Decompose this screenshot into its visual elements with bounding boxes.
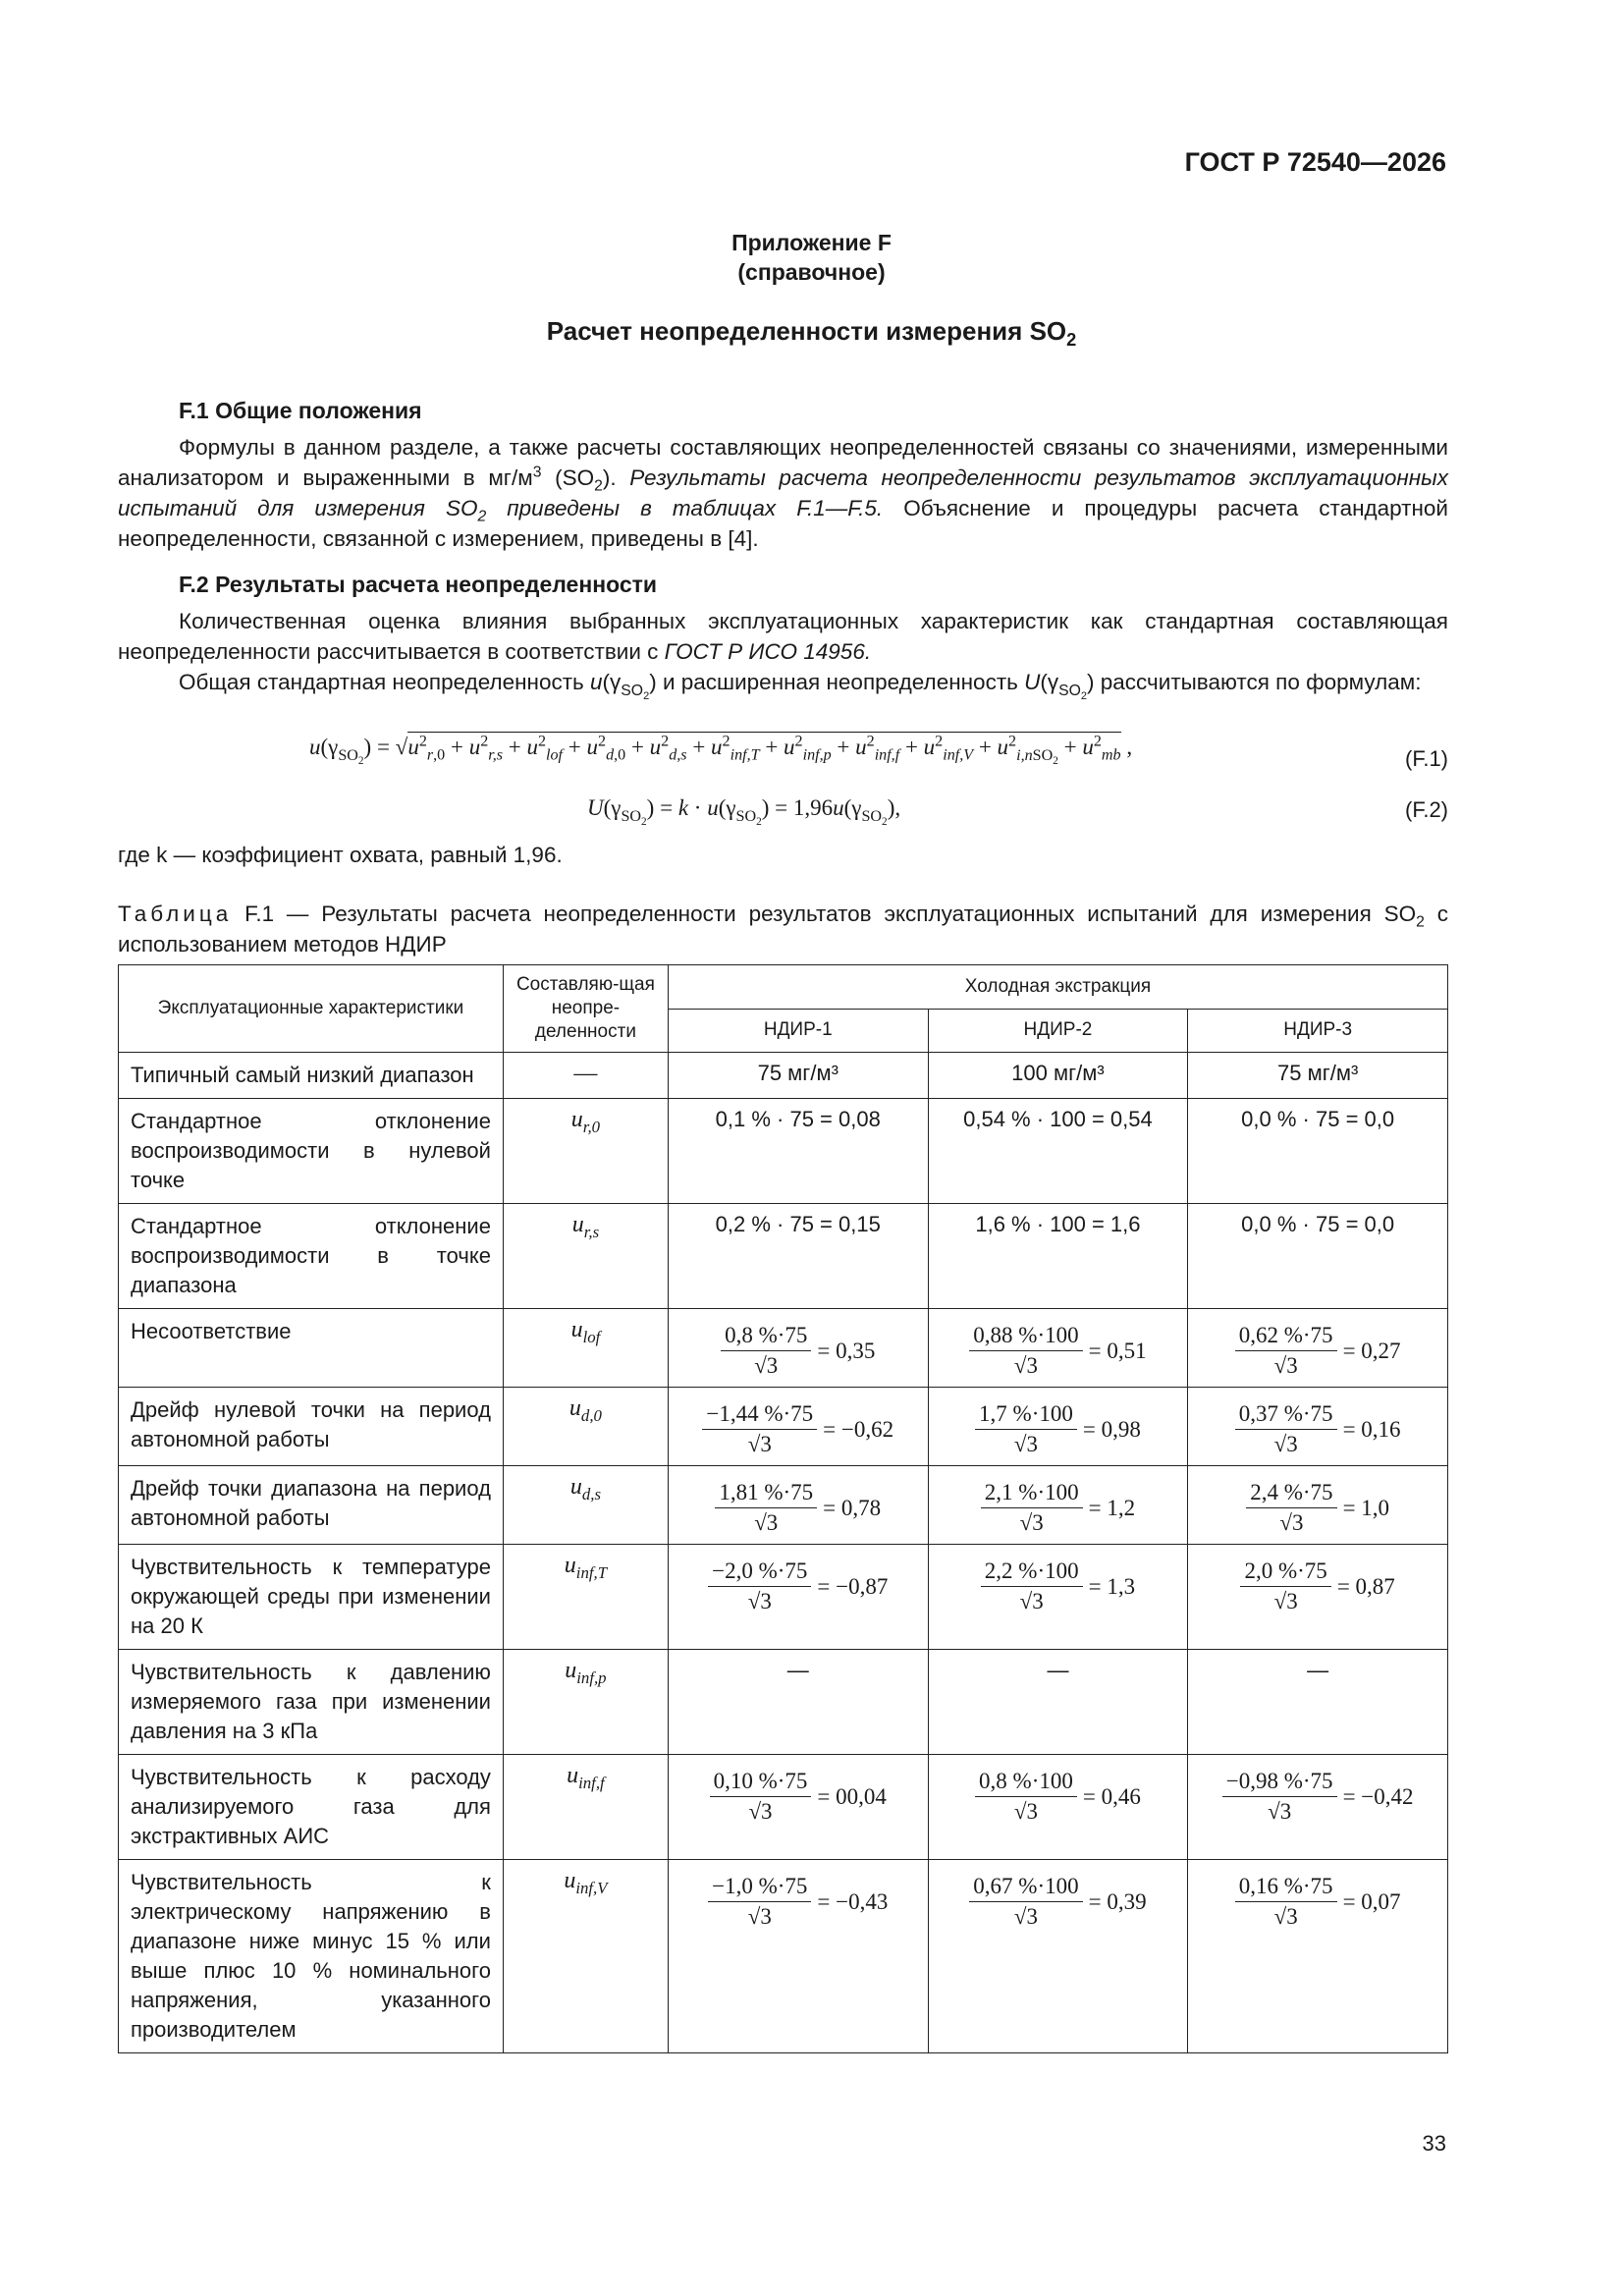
ndir-2-value-cell: 1,6 % · 100 = 1,6 <box>928 1204 1188 1309</box>
ndir-3-value-cell: 75 мг/м³ <box>1188 1053 1448 1099</box>
fraction-result: = 0,51 <box>1088 1338 1147 1363</box>
fraction-numerator: 2,4 %·75 <box>1246 1480 1336 1508</box>
header-cold-extraction: Холодная экстракция <box>668 965 1447 1010</box>
fraction-expression <box>721 1323 875 1379</box>
fraction-numerator: 0,88 %·100 <box>969 1323 1082 1351</box>
ndir-2-value-cell <box>928 1860 1188 2053</box>
fraction-denominator: √3 <box>1273 1432 1298 1456</box>
fraction-expression <box>708 1874 888 1930</box>
fraction-numerator: 1,7 %·100 <box>975 1401 1077 1430</box>
fraction-numerator: 2,1 %·100 <box>981 1480 1083 1508</box>
section-heading-f1: F.1 Общие положения <box>179 398 422 423</box>
fraction-expression <box>975 1769 1141 1825</box>
characteristic-cell: Стандартное отклонение воспроизводимости в нулевой точке <box>119 1099 504 1204</box>
component-symbol-cell: $u_{d,0}$ <box>503 1388 668 1466</box>
fraction-expression <box>1246 1480 1389 1536</box>
fraction-result: = 0,78 <box>823 1495 882 1520</box>
ndir-1-value-cell: 0,2 % · 75 = 0,15 <box>668 1204 928 1309</box>
ndir-1-value-cell <box>668 1545 928 1650</box>
fraction-denominator: √3 <box>1019 1510 1044 1535</box>
fraction-expression <box>715 1480 881 1536</box>
ndir-2-value-cell: — <box>928 1650 1188 1755</box>
page-number: 33 <box>1422 2131 1446 2156</box>
fraction-numerator: 2,0 %·75 <box>1240 1558 1330 1587</box>
formula-f2-number: (F.2) <box>1405 797 1448 822</box>
fraction-expression <box>969 1323 1146 1379</box>
ndir-1-value-cell <box>668 1309 928 1388</box>
ndir-2-value-cell <box>928 1545 1188 1650</box>
ndir-3-value-cell: — <box>1188 1650 1448 1755</box>
table-row <box>119 1309 1448 1388</box>
fraction-result: = 1,0 <box>1342 1495 1390 1520</box>
ndir-3-value-cell <box>1188 1309 1448 1388</box>
fraction-result: = 0,16 <box>1342 1416 1401 1442</box>
appendix-title-block <box>0 228 1623 287</box>
header-ndir-3: НДИР-3 <box>1188 1009 1448 1053</box>
ndir-1-value-cell <box>668 1755 928 1860</box>
characteristic-cell: Несоответствие <box>119 1309 504 1388</box>
formula-f2: $U(\gamma_{SO_2}) = k \cdot u(\gamma_{SO_2}) = 1,96u(\gamma_{SO_2})$, <box>587 795 901 828</box>
table-row <box>119 1204 1448 1309</box>
fraction-result: = 00,04 <box>817 1783 887 1809</box>
ndir-3-value-cell <box>1188 1755 1448 1860</box>
fraction-denominator: √3 <box>747 1432 772 1456</box>
ndir-2-value-cell <box>928 1466 1188 1545</box>
fraction-numerator: 0,8 %·100 <box>975 1769 1077 1797</box>
table-row <box>119 1099 1448 1204</box>
standard-id: ГОСТ Р 72540—2026 <box>1184 147 1446 177</box>
fraction-result: = −0,87 <box>817 1573 889 1599</box>
fraction-expression <box>1235 1401 1401 1457</box>
fraction-denominator: √3 <box>754 1510 779 1535</box>
uncertainty-table <box>118 964 1448 2053</box>
fraction-numerator: −0,98 %·75 <box>1222 1769 1337 1797</box>
characteristic-cell: Типичный самый низкий диапазон <box>119 1053 504 1099</box>
fraction-denominator: √3 <box>1273 1904 1298 1929</box>
ndir-1-value-cell <box>668 1388 928 1466</box>
fraction-result: = 0,39 <box>1088 1888 1147 1914</box>
fraction-numerator: 0,67 %·100 <box>969 1874 1082 1902</box>
fraction-expression <box>1235 1874 1401 1930</box>
appendix-title: Приложение F <box>731 230 892 255</box>
table-row <box>119 1755 1448 1860</box>
fraction-denominator: √3 <box>1279 1510 1304 1535</box>
component-symbol-cell: $u_{inf,T}$ <box>503 1545 668 1650</box>
ndir-3-value-cell <box>1188 1388 1448 1466</box>
component-symbol-cell: $u_{r,s}$ <box>503 1204 668 1309</box>
characteristic-cell: Дрейф нулевой точки на период автономной работы <box>119 1388 504 1466</box>
fraction-result: = 1,2 <box>1088 1495 1136 1520</box>
fraction-result: = −0,62 <box>823 1416 894 1442</box>
characteristic-cell: Чувствительность к температуре окружающей среды при изменении на 20 К <box>119 1545 504 1650</box>
ndir-3-value-cell: 0,0 % · 75 = 0,0 <box>1188 1204 1448 1309</box>
characteristic-cell: Чувствительность к давлению измеряемого газа при изменении давления на 3 кПа <box>119 1650 504 1755</box>
fraction-expression <box>702 1401 893 1457</box>
fraction-result: = 0,98 <box>1082 1416 1141 1442</box>
table-row <box>119 1388 1448 1466</box>
fraction-denominator: √3 <box>1013 1432 1038 1456</box>
fraction-numerator: −1,0 %·75 <box>708 1874 811 1902</box>
ndir-3-value-cell <box>1188 1545 1448 1650</box>
component-symbol-cell: $u_{r,0}$ <box>503 1099 668 1204</box>
fraction-expression <box>710 1769 887 1825</box>
ndir-2-value-cell: 100 мг/м³ <box>928 1053 1188 1099</box>
fraction-result: = 0,87 <box>1336 1573 1395 1599</box>
ndir-3-value-cell <box>1188 1860 1448 2053</box>
header-component: Составляю-щая неопре-деленности <box>503 965 668 1053</box>
characteristic-cell: Дрейф точки диапазона на период автономной работы <box>119 1466 504 1545</box>
fraction-result: = 0,46 <box>1082 1783 1141 1809</box>
fraction-denominator: √3 <box>1013 1904 1038 1929</box>
component-symbol-cell: — <box>503 1053 668 1099</box>
fraction-numerator: 1,81 %·75 <box>715 1480 817 1508</box>
fraction-numerator: 0,10 %·75 <box>710 1769 812 1797</box>
component-symbol-cell: $u_{inf,V}$ <box>503 1860 668 2053</box>
fraction-denominator: √3 <box>747 1904 772 1929</box>
fraction-expression <box>969 1874 1146 1930</box>
formula-f1: $u(\gamma_{SO_2}) = √u^2_{r,0} + u^2_{r,s} + u^2_{lof} + u^2_{d,0} + u^2_{d,s} + u^2_{inf,T} + u^2_{inf,p} + u^2_{inf,f} + u^2_{inf,V} + u^2_{i,nSO_2} + u^2_{mb}$ , <box>309 733 1133 767</box>
table-row <box>119 1650 1448 1755</box>
fraction-numerator: 0,16 %·75 <box>1235 1874 1337 1902</box>
section-f2-paragraph-2: Общая стандартная неопределенность $u(\gamma_{SO_2})$ и расширенная неопределенность $U(\gamma_{SO_2})$ рассчитываются по формулам: <box>179 670 1422 702</box>
table-row <box>119 1860 1448 2053</box>
fraction-denominator: √3 <box>754 1353 779 1378</box>
characteristic-cell: Чувствительность к расходу анализируемого газа для экстрактивных АИС <box>119 1755 504 1860</box>
fraction-result: = 0,07 <box>1342 1888 1401 1914</box>
appendix-type: (справочное) <box>737 259 886 285</box>
fraction-numerator: 0,8 %·75 <box>721 1323 811 1351</box>
fraction-numerator: 0,62 %·75 <box>1235 1323 1337 1351</box>
coverage-factor-note: где k — коэффициент охвата, равный 1,96. <box>118 843 563 867</box>
fraction-expression <box>981 1480 1135 1536</box>
ndir-3-value-cell: 0,0 % · 75 = 0,0 <box>1188 1099 1448 1204</box>
fraction-denominator: √3 <box>1273 1353 1298 1378</box>
fraction-result: = 1,3 <box>1088 1573 1136 1599</box>
section-f2-paragraph-1: Количественная оценка влияния выбранных эксплуатационных характеристик как стандартная составляющая неопределенности рассчитывается в соответствии с ГОСТ Р ИСО 14956. <box>118 609 1448 664</box>
fraction-result: = 0,35 <box>817 1338 876 1363</box>
header-characteristics: Эксплуатационные характеристики <box>119 965 504 1053</box>
fraction-numerator: 2,2 %·100 <box>981 1558 1083 1587</box>
characteristic-cell: Стандартное отклонение воспроизводимости в точке диапазона <box>119 1204 504 1309</box>
table-caption: Таблица F.1 — Результаты расчета неопределенности результатов эксплуатационных испытаний для измерения $SO_2$ с использованием методов НДИР <box>118 902 1448 957</box>
fraction-result: = −0,42 <box>1342 1783 1414 1809</box>
component-symbol-cell: $u_{inf,f}$ <box>503 1755 668 1860</box>
fraction-numerator: −2,0 %·75 <box>708 1558 811 1587</box>
fraction-denominator: √3 <box>1273 1589 1298 1613</box>
table-row <box>119 1466 1448 1545</box>
fraction-expression <box>1235 1323 1401 1379</box>
formula-f1-number: (F.1) <box>1405 746 1448 771</box>
fraction-expression <box>1222 1769 1414 1825</box>
fraction-denominator: √3 <box>1013 1799 1038 1824</box>
header-ndir-1: НДИР-1 <box>668 1009 928 1053</box>
component-symbol-cell: $u_{inf,p}$ <box>503 1650 668 1755</box>
fraction-expression <box>708 1558 888 1614</box>
fraction-denominator: √3 <box>1019 1589 1044 1613</box>
fraction-expression <box>975 1401 1141 1457</box>
table-row <box>119 1053 1448 1099</box>
fraction-result: = 0,27 <box>1342 1338 1401 1363</box>
component-symbol-cell: $u_{d,s}$ <box>503 1466 668 1545</box>
fraction-denominator: √3 <box>1268 1799 1292 1824</box>
fraction-denominator: √3 <box>747 1589 772 1613</box>
section-heading-f2: F.2 Результаты расчета неопределенности <box>179 572 658 597</box>
ndir-2-value-cell: 0,54 % · 100 = 0,54 <box>928 1099 1188 1204</box>
header-ndir-2: НДИР-2 <box>928 1009 1188 1053</box>
fraction-expression <box>981 1558 1135 1614</box>
fraction-denominator: √3 <box>1013 1353 1038 1378</box>
ndir-1-value-cell: — <box>668 1650 928 1755</box>
component-symbol-cell: $u_{lof}$ <box>503 1309 668 1388</box>
fraction-numerator: −1,44 %·75 <box>702 1401 817 1430</box>
ndir-3-value-cell <box>1188 1466 1448 1545</box>
ndir-1-value-cell <box>668 1860 928 2053</box>
ndir-1-value-cell: 0,1 % · 75 = 0,08 <box>668 1099 928 1204</box>
characteristic-cell: Чувствительность к электрическому напряжению в диапазоне ниже минус 15 % или выше плюс 10 % номинального напряжения, указанного производителем <box>119 1860 504 2053</box>
ndir-2-value-cell <box>928 1309 1188 1388</box>
ndir-1-value-cell <box>668 1466 928 1545</box>
fraction-expression <box>1240 1558 1394 1614</box>
fraction-numerator: 0,37 %·75 <box>1235 1401 1337 1430</box>
ndir-2-value-cell <box>928 1755 1188 1860</box>
section-f1-paragraph: Формулы в данном разделе, а также расчеты составляющих неопределенностей связаны со значениями, измеренными анализатором и выраженными в $мг/м^3$ $(SO_2)$. Результаты расчета неопределенности результатов эксплуатационных испытаний для измерения $SO_2$ приведены в таблицах F.1—F.5. Объяснение и процедуры расчета стандартной неопределенности, связанной с измерением, приведены в [4]. <box>118 435 1448 551</box>
ndir-2-value-cell <box>928 1388 1188 1466</box>
fraction-denominator: √3 <box>748 1799 773 1824</box>
ndir-1-value-cell: 75 мг/м³ <box>668 1053 928 1099</box>
main-heading: Расчет неопределенности измерения $SO_2$ <box>546 316 1077 351</box>
table-row <box>119 1545 1448 1650</box>
fraction-result: = −0,43 <box>817 1888 889 1914</box>
